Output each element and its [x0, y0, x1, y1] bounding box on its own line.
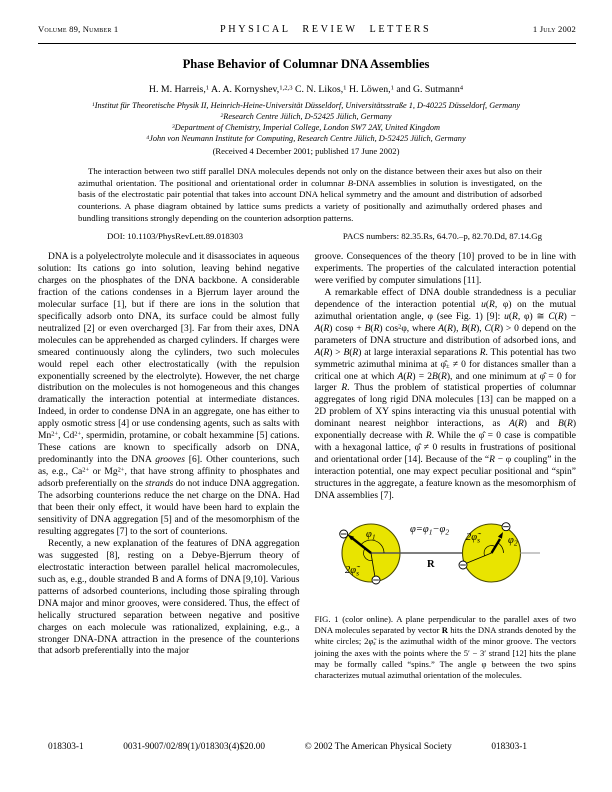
groove-width-label-left: $2\varphĩ_s$: [344, 565, 359, 578]
phi2-label: $\varphi_2$: [507, 535, 518, 548]
affiliation-line-2: $^2$Research Centre Jülich, D-52425 Jülich, Germany: [220, 112, 392, 121]
paragraph-potential: A remarkable effect of DNA double strandedness is a peculiar dependence of the interaction potential u(R, φ) on the mutual azimuthal orientation angle, φ (see Fig. 1) [9]: u(R, φ) ≅ C(R) − A(R) cosφ + B(R) $\cos^2\varphi$, where A(R), B(R), C(R) > 0 depend on the parameters of DNA structure and distribution of adsorbed ions, and A(R) > B(R) at large interaxial separations R. This potential has two symmetric azimuthal minima at $\varphî_\pm \ne 0$ for distances smaller than a critical one at which A(R) = 2B(R), and one minimum at φ̂ = 0 for larger R. Thus the problem of statistical properties of columnar aggregates of long rigid DNA molecules [13] can be mapped on a 2D problem of XY spins interacting via this unusual potential with dominant nearest neighbor interactions, as A(R) and B(R) exponentially decrease with R. While the φ̂ = 0 case is compatible with a hexagonal lattice, φ̂ ≠ 0 results in frustrations of positional and orientational order [14]. Because of the “R − φ coupling” in the interaction potential, one may expect peculiar positional and “spin” structures in the aggregate, a feature known as the mesomorphism of DNA assemblies [7].: [314, 287, 577, 502]
phi1-label: $\varphi_1$: [365, 529, 376, 542]
page-footer: [38, 742, 576, 752]
figure-caption: FIG. 1 (color online). A plane perpendicular to the parallel axes of two DNA molecules separated by vector R hits the DNA strands denoted by the white circles; $2\varphĩ_s$ is the azimuthal width of the minor groove. The vectors joining the axes with the points where the 5′ − 3′ strand [12] hits the plane may be formally called “spins.” The angle φ between the two spins characterizes mutual azimuthal orientation of the molecules.: [314, 614, 576, 681]
header-date: 1 July 2002: [532, 24, 576, 34]
header-volume: Volume 89, Number 1: [38, 24, 119, 34]
received-line: (Received 4 December 2001; published 17 June 2002): [212, 146, 400, 156]
figure-1: [315, 509, 577, 609]
header-rule: [38, 43, 576, 44]
two-column-body: [38, 252, 576, 681]
footer-issn-price: 0031-9007/02/89(1)/018303(4)$20.00: [123, 742, 266, 752]
paragraph-new-explanation: Recently, a new explanation of the features of DNA aggregation was suggested [8], resting on a Debye-Bjerrum theory of electrostatic interaction between parallel helical macromolecules, such as, e.g., double stranded B and A forms of DNA [9,10]. Various patterns of adsorbed counterions, including those spiraling through DNA major and minor grooves, were considered. Thus, the effect of helically structured separation between negative and positive charges on each molecule was rationalized, explaining, e.g., a stronger DNA-DNA attraction in the presence of the counterions that adsorb preferentially into the major: [38, 538, 300, 657]
paragraph-intro: DNA is a polyelectrolyte molecule and it disassociates in aqueous solution: Its cations go into solution, leaving behind negative charges on the phosphates of the DNA backbone. A considerable fraction of the cations condenses in a Bjerrum layer around the molecular surface [1], but if there are ions in the solution that specifically adsorb onto DNA, its surface could be almost fully neutralized [2] or even overcharged [3]. Far from their axes, DNA molecules can be apprehended as charged cylinders. If charges were smeared continuously along the cylinders, two such molecules would repel each other electrostatically (with the repulsion exponentially screened by the electrolyte). However, the net charge distribution on the molecules is not homogeneous and this changes dramatically the interaction potential at intermediate distances. Indeed, in order to condense DNA in an aggregate, one has either to apply osmotic stress [4] or use condensing agents, such as salts with $Mn^{2+}$, $Cd^{2+}$, spermidin, protamine, or cobalt hexammine [5] cations. These cations are known to specifically adsorb on DNA, predominantly into the DNA grooves [6]. Other counterions, such as, e.g., $Ca^{2+}$ or $Mg^{2+}$, that have strong affinity to phosphates and adsorb preferentially on the strands do not induce DNA aggregation. The adsorbing counterions reduce the net charge on the DNA. Had that been their only effect, it would have been hard to explain the sensitivity of DNA aggregation [5] and of the mesomorphism of the resulting aggregates [7] to the sort of counterions.: [38, 252, 300, 537]
header-journal-title: PHYSICAL REVIEW LETTERS: [219, 24, 432, 35]
affiliation-line-3: $^3$Department of Chemistry, Imperial College, London SW7 2AY, United Kingdom: [171, 123, 440, 132]
author-line: H. M. Harreis,$^1$ A. A. Kornyshev,$^{1,2,3}$ C. N. Likos,$^1$ H. Löwen,$^1$ and G. Sutmann$^4$: [148, 84, 464, 95]
pacs-text: PACS numbers: 82.35.Rs, 64.70.–p, 82.70.Dd, 87.14.Gg: [342, 231, 542, 241]
groove-width-label-right: $2\varphĩ_s$: [465, 532, 480, 545]
r-vector-label: R: [426, 559, 435, 571]
column-right: [315, 252, 577, 681]
doi-pacs-row: [78, 231, 542, 241]
affiliation-line-1: $^1$Institut für Theoretische Physik II, Heinrich-Heine-Universität Düsseldorf, Universitätsstraße 1, D-40225 Düsseldorf, Germany: [91, 101, 521, 110]
figure-1-drawing: [315, 509, 577, 604]
column-left: [38, 252, 300, 681]
journal-header: [38, 24, 576, 35]
affiliations-block: [0, 100, 612, 157]
doi-text: DOI: 10.1103/PhysRevLett.89.018303: [107, 231, 244, 241]
paragraph-groove-continuation: groove. Consequences of the theory [10] proved to be in line with experiments. The properties of the calculated interaction potential were verified by computer simulations [11].: [314, 252, 576, 286]
footer-copyright: © 2002 The American Physical Society: [304, 742, 452, 752]
abstract: The interaction between two stiff parallel DNA molecules depends not only on the distance between their axes but also on their azimuthal orientation. The positional and orientational order in columnar B-DNA assemblies in solution is investigated, on the basis of the electrostatic pair potential that takes into account DNA helical symmetry and the amount and distribution of adsorbed counterions. A phase diagram obtained by lattice sums predicts a variety of positionally and azimuthally ordered phases and bundling transitions strongly depending on the counterion adsorption patterns.: [78, 166, 542, 223]
footer-page-number-left: 018303-1: [48, 742, 84, 752]
affiliation-line-4: $^4$John von Neumann Institute for Computing, Research Centre Jülich, D-52425 Jülich, Germany: [146, 134, 466, 143]
paper-title: Phase Behavior of Columnar DNA Assemblies: [182, 57, 430, 71]
footer-page-number-right: 018303-1: [491, 742, 527, 752]
angle-difference-label: $\varphi=\varphi_1-\varphi_2$: [409, 524, 449, 537]
